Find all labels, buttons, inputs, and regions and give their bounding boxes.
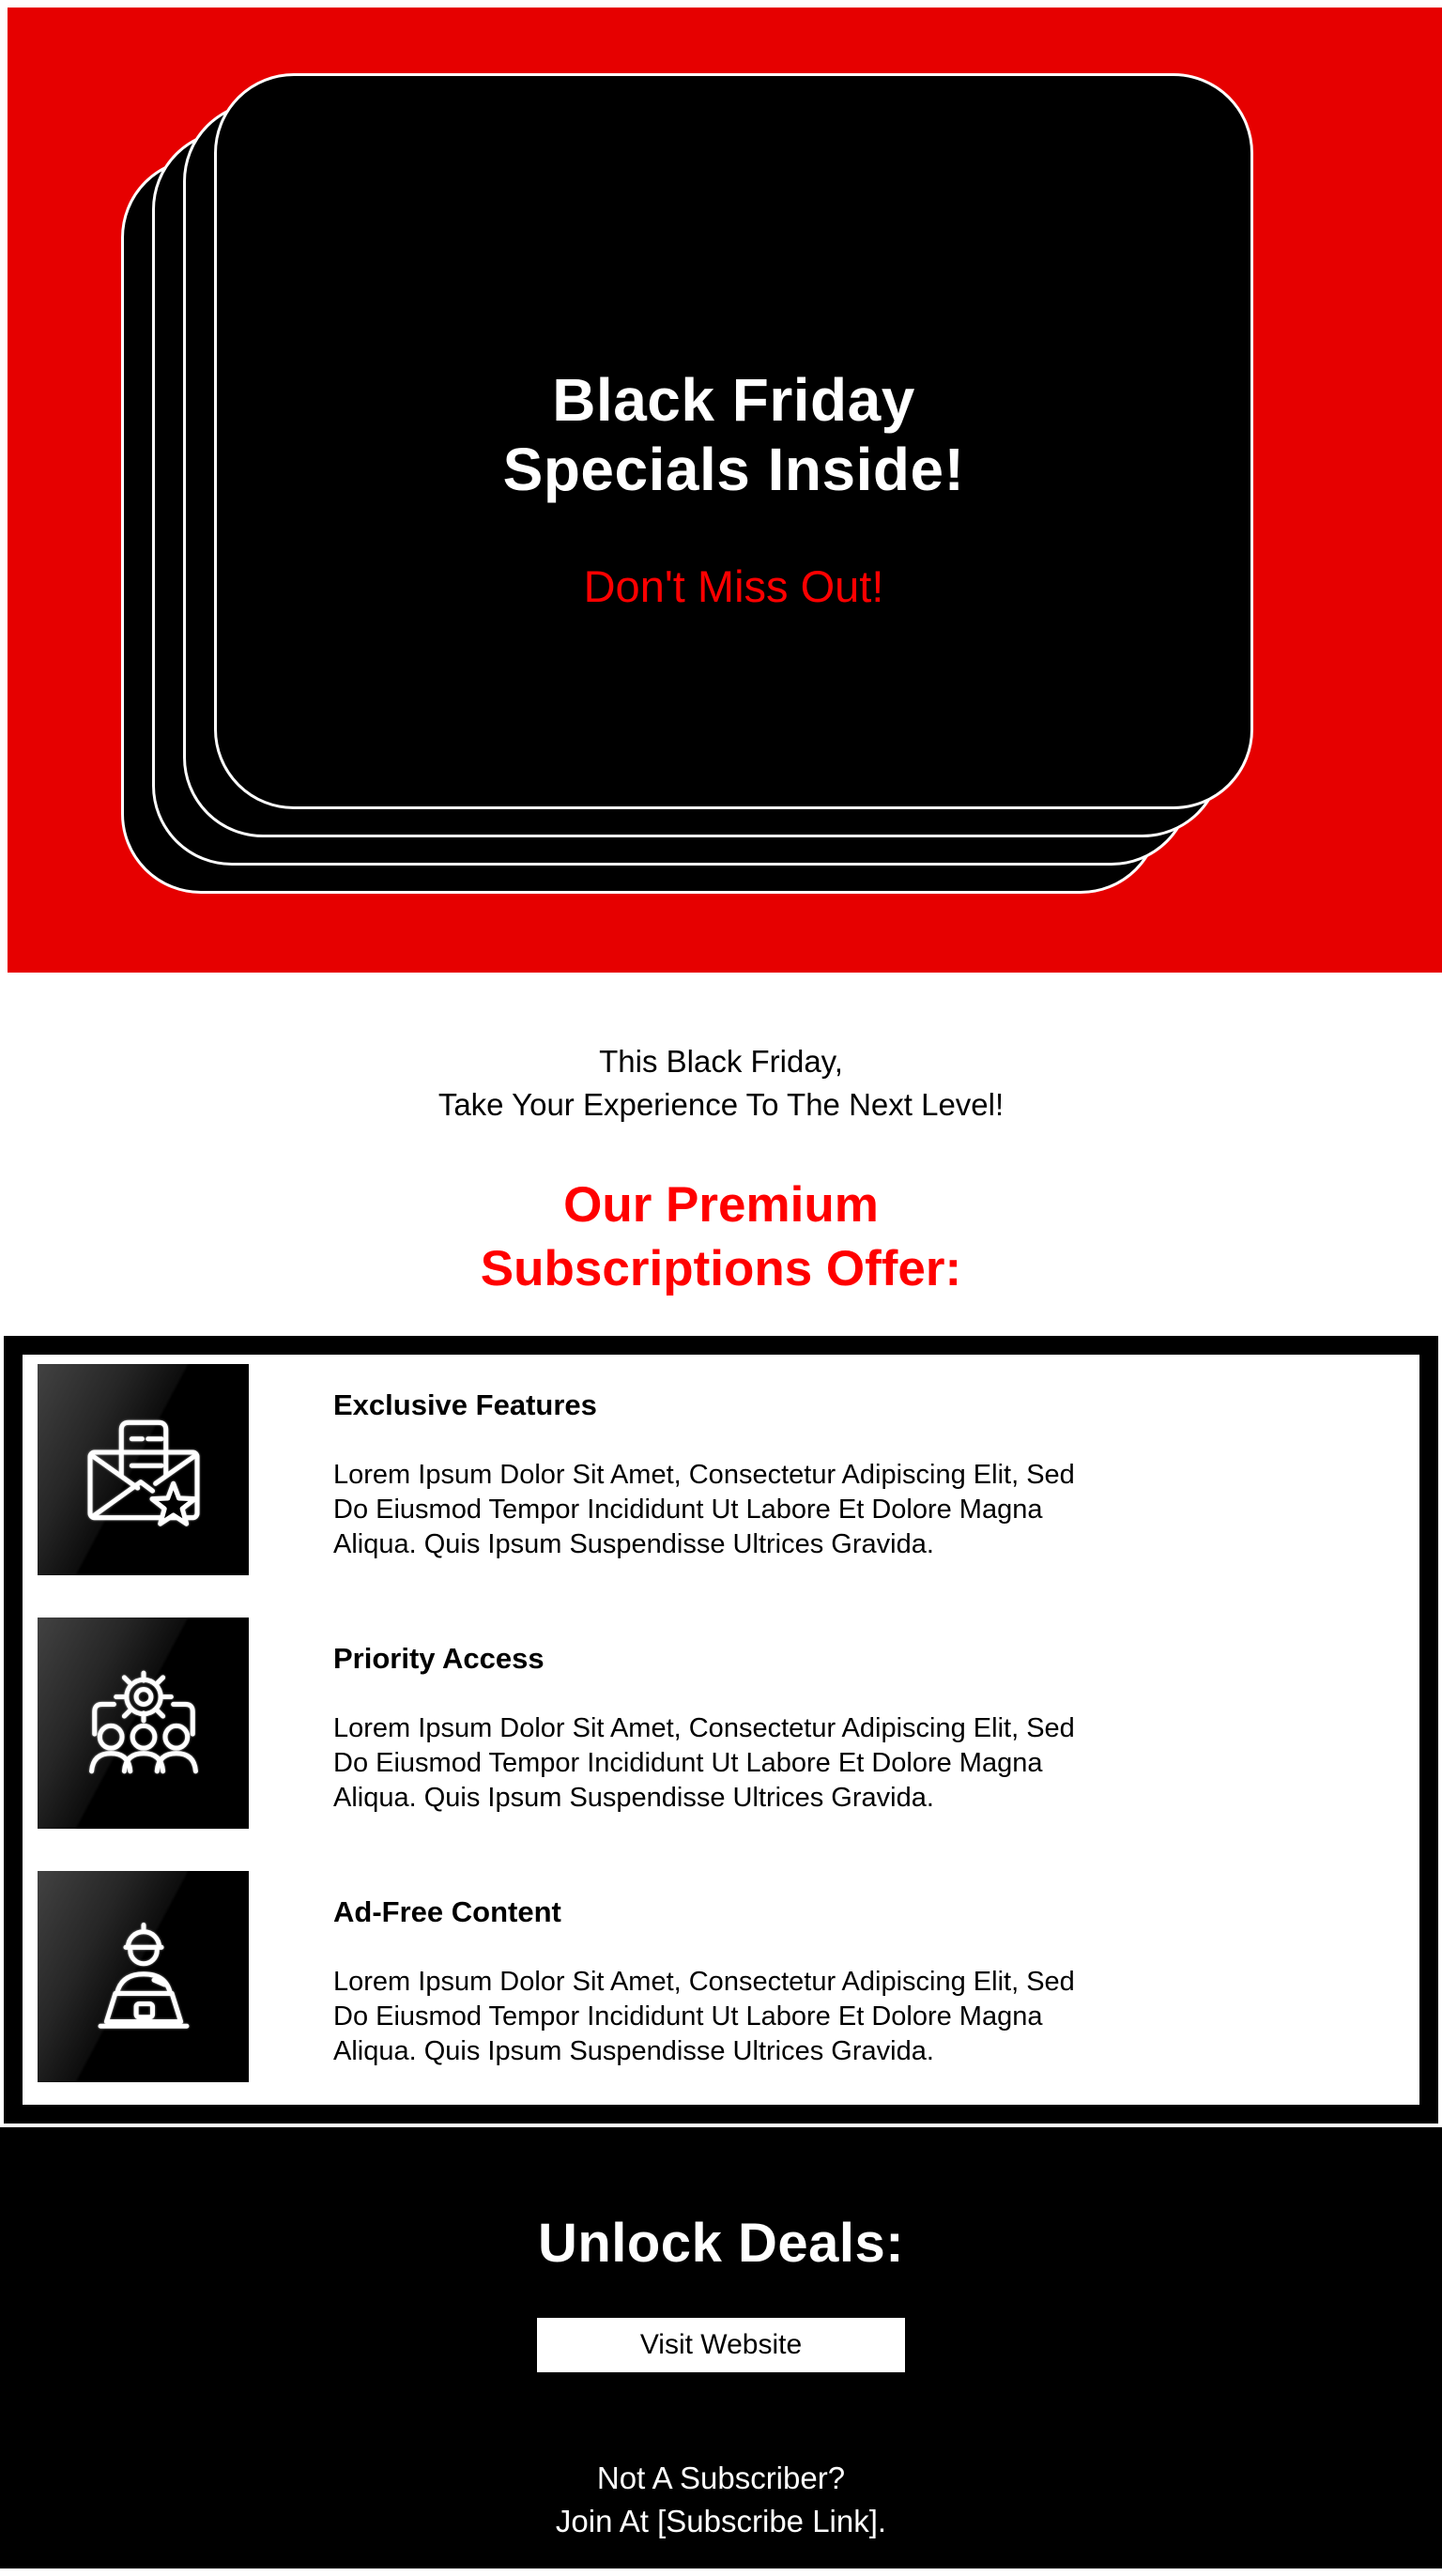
banner-headline-line1: Black Friday: [552, 366, 915, 434]
feature-title: Ad-Free Content: [333, 1895, 561, 1928]
feature-icon-tile: [38, 1364, 249, 1575]
feature-title: Exclusive Features: [333, 1388, 597, 1421]
feature-row: [38, 1618, 1401, 1829]
team-gear-icon: [72, 1652, 215, 1795]
premium-heading: [0, 1173, 1442, 1301]
feature-text: [333, 1871, 1114, 2069]
subscriber-note: [0, 2457, 1442, 2543]
banner-headline: [217, 365, 1250, 504]
feature-icon-tile: [38, 1871, 249, 2082]
banner-headline-line2: Specials Inside!: [502, 436, 965, 503]
red-banner: [8, 8, 1442, 973]
premium-heading-line2: Subscriptions Offer:: [480, 1241, 962, 1296]
footer-heading: Unlock Deals:: [537, 2213, 905, 2274]
features-panel: [4, 1336, 1438, 2124]
intro-line-1: This Black Friday,: [599, 1044, 843, 1079]
note-line-1: Not A Subscriber?: [596, 2461, 846, 2495]
mail-star-icon: [72, 1399, 215, 1541]
intro-text: [0, 1040, 1442, 1127]
visit-website-button[interactable]: Visit Website: [537, 2318, 905, 2372]
feature-text: [333, 1618, 1114, 1816]
feature-row: [38, 1871, 1401, 2082]
promo-card: [214, 73, 1253, 809]
premium-heading-line1: Our Premium: [563, 1177, 879, 1233]
intro-line-2: Take Your Experience To The Next Level!: [437, 1087, 1005, 1122]
feature-row: [38, 1364, 1401, 1575]
feature-text: [333, 1364, 1114, 1562]
feature-description: Lorem Ipsum Dolor Sit Amet, Consectetur Adipiscing Elit, Sed Do Eiusmod Tempor Incididunt Ut Labore Et Dolore Magna Aliqua. Quis Ipsum Suspendisse Ultrices Gravida.: [333, 1713, 1075, 1813]
intro-section: [0, 973, 1442, 1336]
banner-tagline: Don't Miss Out!: [583, 561, 884, 611]
feature-description: Lorem Ipsum Dolor Sit Amet, Consectetur Adipiscing Elit, Sed Do Eiusmod Tempor Incididunt Ut Labore Et Dolore Magna Aliqua. Quis Ipsum Suspendisse Ultrices Gravida.: [333, 1460, 1075, 1559]
footer: [0, 2127, 1442, 2568]
person-laptop-icon: [72, 1906, 215, 2048]
feature-description: Lorem Ipsum Dolor Sit Amet, Consectetur Adipiscing Elit, Sed Do Eiusmod Tempor Incididunt Ut Labore Et Dolore Magna Aliqua. Quis Ipsum Suspendisse Ultrices Gravida.: [333, 1967, 1075, 2066]
feature-icon-tile: [38, 1618, 249, 1829]
note-line-2: Join At [Subscribe Link].: [555, 2504, 887, 2538]
feature-title: Priority Access: [333, 1642, 545, 1675]
